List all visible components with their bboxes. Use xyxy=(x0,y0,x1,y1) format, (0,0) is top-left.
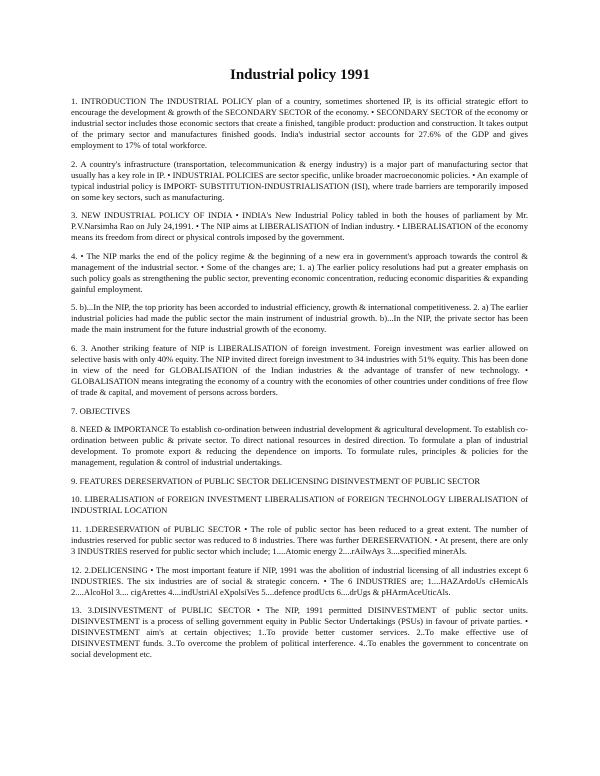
paragraph-features: 9. FEATURES DERESERVATION of PUBLIC SECTOR DELICENSING DISINVESTMENT OF PUBLIC SECTOR xyxy=(71,475,481,486)
paragraph-need-importance: 8. NEED & IMPORTANCE To establish co-ordination between industrial development & agricultural development. To establish co-ordination between public & private sector. To direct national resources in desired direction. To formulate a plan of industrial development. To promote export & reducing the dependence on imports. To formulate rules, principles & policies for the management, regulation & control of industrial undertakings. xyxy=(71,424,528,468)
paragraph-liberalisation: 10. LIBERALISATION of FOREIGN INVESTMENT LIBERALISATION of FOREIGN TECHNOLOGY LIBERALISATION of INDUSTRIAL LOCATION xyxy=(71,494,528,516)
document-body xyxy=(71,96,528,668)
paragraph-foreign-investment: 6. 3. Another striking feature of NIP is LIBERALISATION of foreign investment. Foreign investment was earlier allowed on selective basis with only 40% equity. The NIP invited direct foreign investment to 34 industries with 51% equity. This has been done in view of the need for GLOBALISATION of the Indian industries & the advantage of transfer of new technology. • GLOBALISATION means integrating the economy of a country with the economies of other countries under conditions of free flow of trade & capital, and movement of persons across borders. xyxy=(71,342,528,397)
paragraph-infrastructure: 2. A country's infrastructure (transportation, telecommunication & energy industry) is a major part of manufacturing sector that usually has a key role in IP. • INDUSTRIAL POLICIES are sector specific, unlike broader macroeconomic policies. • An example of typical industrial policy is IMPORT- SUBSTITUTION-INDUSTRIALISATION (ISI), where trade barriers are temporarily imposed on some key sectors, such as manufacturing. xyxy=(71,158,528,202)
paragraph-dereservation: 11. 1.DERESERVATION of PUBLIC SECTOR • The role of public sector has been reduced to a great extent. The number of industries reserved for public sector was reduced to 8 industries. There was further DERESERVATION. • At present, there are only 3 INDUSTRIES reserved for public sector which include; 1....Atomic energy 2....rAilwAys 3....specified minerAls. xyxy=(71,523,528,556)
paragraph-priorities: 5. b)...In the NIP, the top priority has been accorded to industrial efficiency, growth & international competitiveness. 2. a) The earlier industrial policies had made the public sector the main instrument of industrial growth. b)...In the NIP, the private sector has been made the main instrument for the future industrial growth of the economy. xyxy=(71,302,528,335)
paragraph-new-industrial-policy: 3. NEW INDUSTRIAL POLICY OF INDIA • INDIA's New Industrial Policy tabled in both the houses of parliament by Mr. P.V.Narsimha Rao on July 24,1991. • The NIP aims at LIBERALISATION of Indian industry. • LIBERALISATION of the economy means its freedom from direct or physical controls imposed by the government. xyxy=(71,210,528,243)
paragraph-disinvestment: 13. 3.DISINVESTMENT of PUBLIC SECTOR • The NIP, 1991 permitted DISINVESTMENT of public sector units. DISINVESTMENT is a process of selling government equity in Public Sector Undertakings (PSUs) in favour of private parties. • DISINVESTMENT aim's at certain objectives; 1..To provide better customer services. 2..To make effective use of DISINVESTMENT funds. 3..To overcome the problem of political interference. 4..To enables the government to concentrate on social development etc. xyxy=(71,605,528,660)
paragraph-policy-regime: 4. • The NIP marks the end of the policy regime & the beginning of a new era in government's approach towards the control & management of the industrial sector. • Some of the changes are; 1. a) The earlier policy resolutions had put a greater emphasis on such policy goals as strengthening the public sector, preventing economic concentration, reducing economic disparities & expanding gainful employment. xyxy=(71,250,528,294)
paragraph-introduction: 1. INTRODUCTION The INDUSTRIAL POLICY plan of a country, sometimes shortened IP, is its official strategic effort to encourage the development & growth of the SECONDARY SECTOR of the economy. • SECONDARY SECTOR of the economy or industrial sector includes those economic sectors that create a finished, tangible product: production and construction. It takes output of the primary sector and manufactures finished goods. India's industrial sector accounts for 27.6% of the GDP and gives employment to 17% of total workforce. xyxy=(71,96,528,150)
paragraph-objectives: 7. OBJECTIVES xyxy=(71,405,131,416)
document-title: Industrial policy 1991 xyxy=(229,67,371,83)
paragraph-delicensing: 12. 2.DELICENSING • The most important feature if NIP, 1991 was the abolition of industrial licensing of all industries except 6 INDUSTRIES. The six industries are of social & strategic concern. • The 6 INDUSTRIES are; 1....HAZArdoUs cHemicAls 2....AlcoHol 3.... cigArettes 4....indUstriAl eXpolsiVes 5....defence prodUcts 6....drUgs & pHArmAceUticAls. xyxy=(71,564,528,597)
